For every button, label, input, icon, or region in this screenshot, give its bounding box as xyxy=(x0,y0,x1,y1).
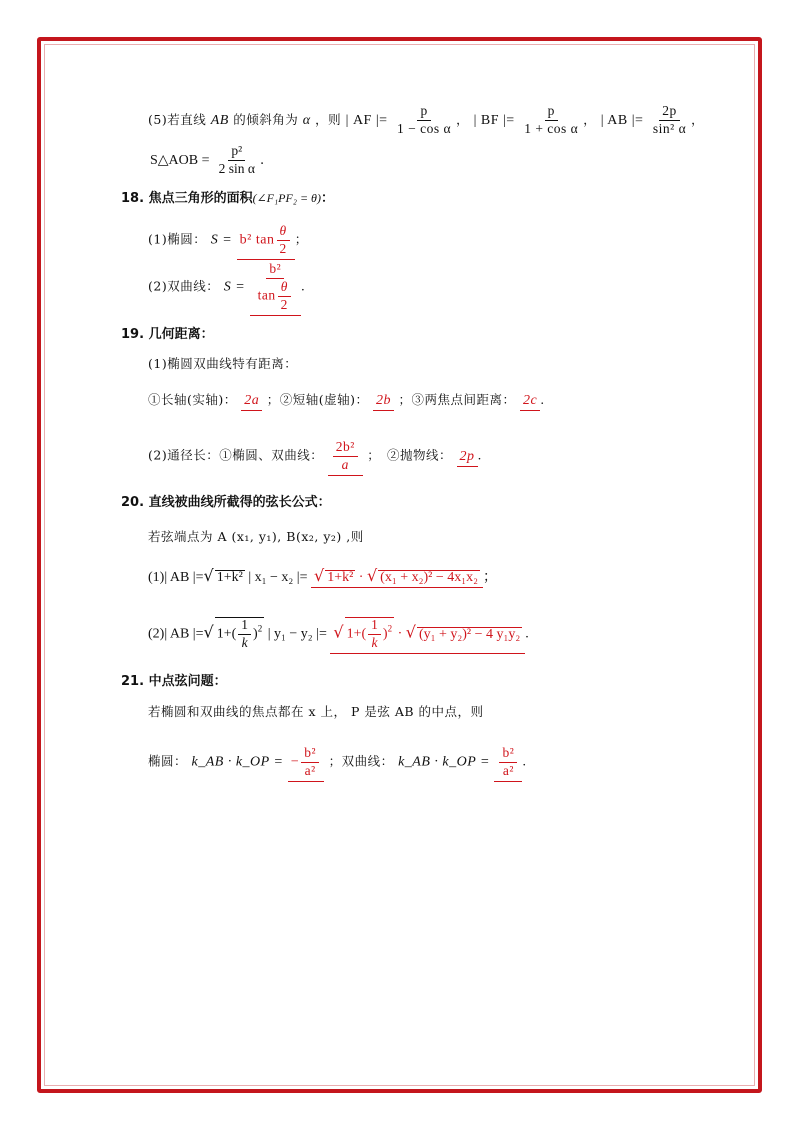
item-5-then: ，则 xyxy=(315,111,342,127)
item-5-prefix: (5)若直线 xyxy=(148,111,207,127)
section-19-latus: (2)通径长：①椭圆、双曲线： $\frac{\text{2b²}}{a}$ ； ②抛物线： 2p . xyxy=(148,440,482,476)
section-18-hyperbola: (2)双曲线： S = b² tan $\frac{\theta}{2}$ . xyxy=(148,262,305,316)
item-5-mid: 的倾斜角为 xyxy=(233,111,299,127)
chord-formula-2: (2)| AB |=√ 1+( $\frac{1}{k}$ )$^2$ | y₁ − y₂ |= √ 1+( $\frac{1}{k}$ )$^2$ · √ (y₁ + y₂)² − 4 y₁y₂ . xyxy=(148,617,529,654)
section-20-intro: 若弦端点为 A (x₁, y₁), B(x₂, y₂) ,则 xyxy=(148,529,364,544)
area-fraction: $\frac{\text{p²}}{\text{2 sin α}}$ xyxy=(218,143,255,176)
section-19-title: 19. 几何距离： xyxy=(121,327,214,342)
af-fraction: $\frac{p}{\text{1 − cos α}}$ xyxy=(397,103,452,136)
bf-label: | BF |= xyxy=(473,112,515,128)
area-label: S△AOB = xyxy=(150,152,210,168)
ab-label: | AB |= xyxy=(600,112,644,128)
hyperbola-area-answer: b² tan $\frac{\theta}{2}$ xyxy=(250,262,301,316)
item-5-row: (5)若直线 AB 的倾斜角为 α ，则 | AF |= $\frac{p}{\text{1 − cos α}}$ ， | BF |= $\frac{p}{\text{1 + cos α}}$ ， | AB |= $\frac{2p}{\text{sin² α}}$ ， xyxy=(148,103,705,136)
midpoint-chord-row: 椭圆： k_AB · k_OP = − $\frac{\text{b²}}{\text{a²}}$ ；双曲线： k_AB · k_OP = $\frac{\text{b²}}{\text{a²}}$ . xyxy=(148,746,527,782)
bf-fraction: $\frac{p}{\text{1 + cos α}}$ xyxy=(524,103,579,136)
section-18-title: 18. 焦点三角形的面积(∠F₁PF₂ = θ)： xyxy=(121,191,334,206)
ellipse-area-answer: b² tan $\frac{\theta}{2}$ xyxy=(237,224,295,260)
section-18-ellipse: (1)椭圆： S = b² tan $\frac{\theta}{2}$ ； xyxy=(148,224,308,260)
section-21-title: 21. 中点弦问题： xyxy=(121,674,227,689)
section-19-distances: ①长轴(实轴)： 2a ；②短轴(虚轴)： 2b ；③两焦点间距离： 2c . xyxy=(148,394,545,411)
var-ab: AB xyxy=(210,112,229,128)
chord-formula-1: (1)| AB |=√ 1+k² | x₁ − x₂ |= √ 1+k² · √ (x₁ + x₂)² − 4x₁x₂ ； xyxy=(148,568,497,588)
section-19-sub1: (1)椭圆双曲线特有距离： xyxy=(148,356,298,371)
section-21-intro: 若椭圆和双曲线的焦点都在 x 上， P 是弦 AB 的中点，则 xyxy=(148,704,484,719)
var-alpha: α xyxy=(302,112,311,128)
area-aob-row: S△AOB = $\frac{\text{p²}}{\text{2 sin α}}$ . xyxy=(150,143,265,176)
section-20-title: 20. 直线被曲线所截得的弦长公式： xyxy=(121,495,331,510)
ab-fraction: $\frac{2p}{\text{sin² α}}$ xyxy=(652,103,687,136)
af-label: | AF |= xyxy=(345,112,388,128)
